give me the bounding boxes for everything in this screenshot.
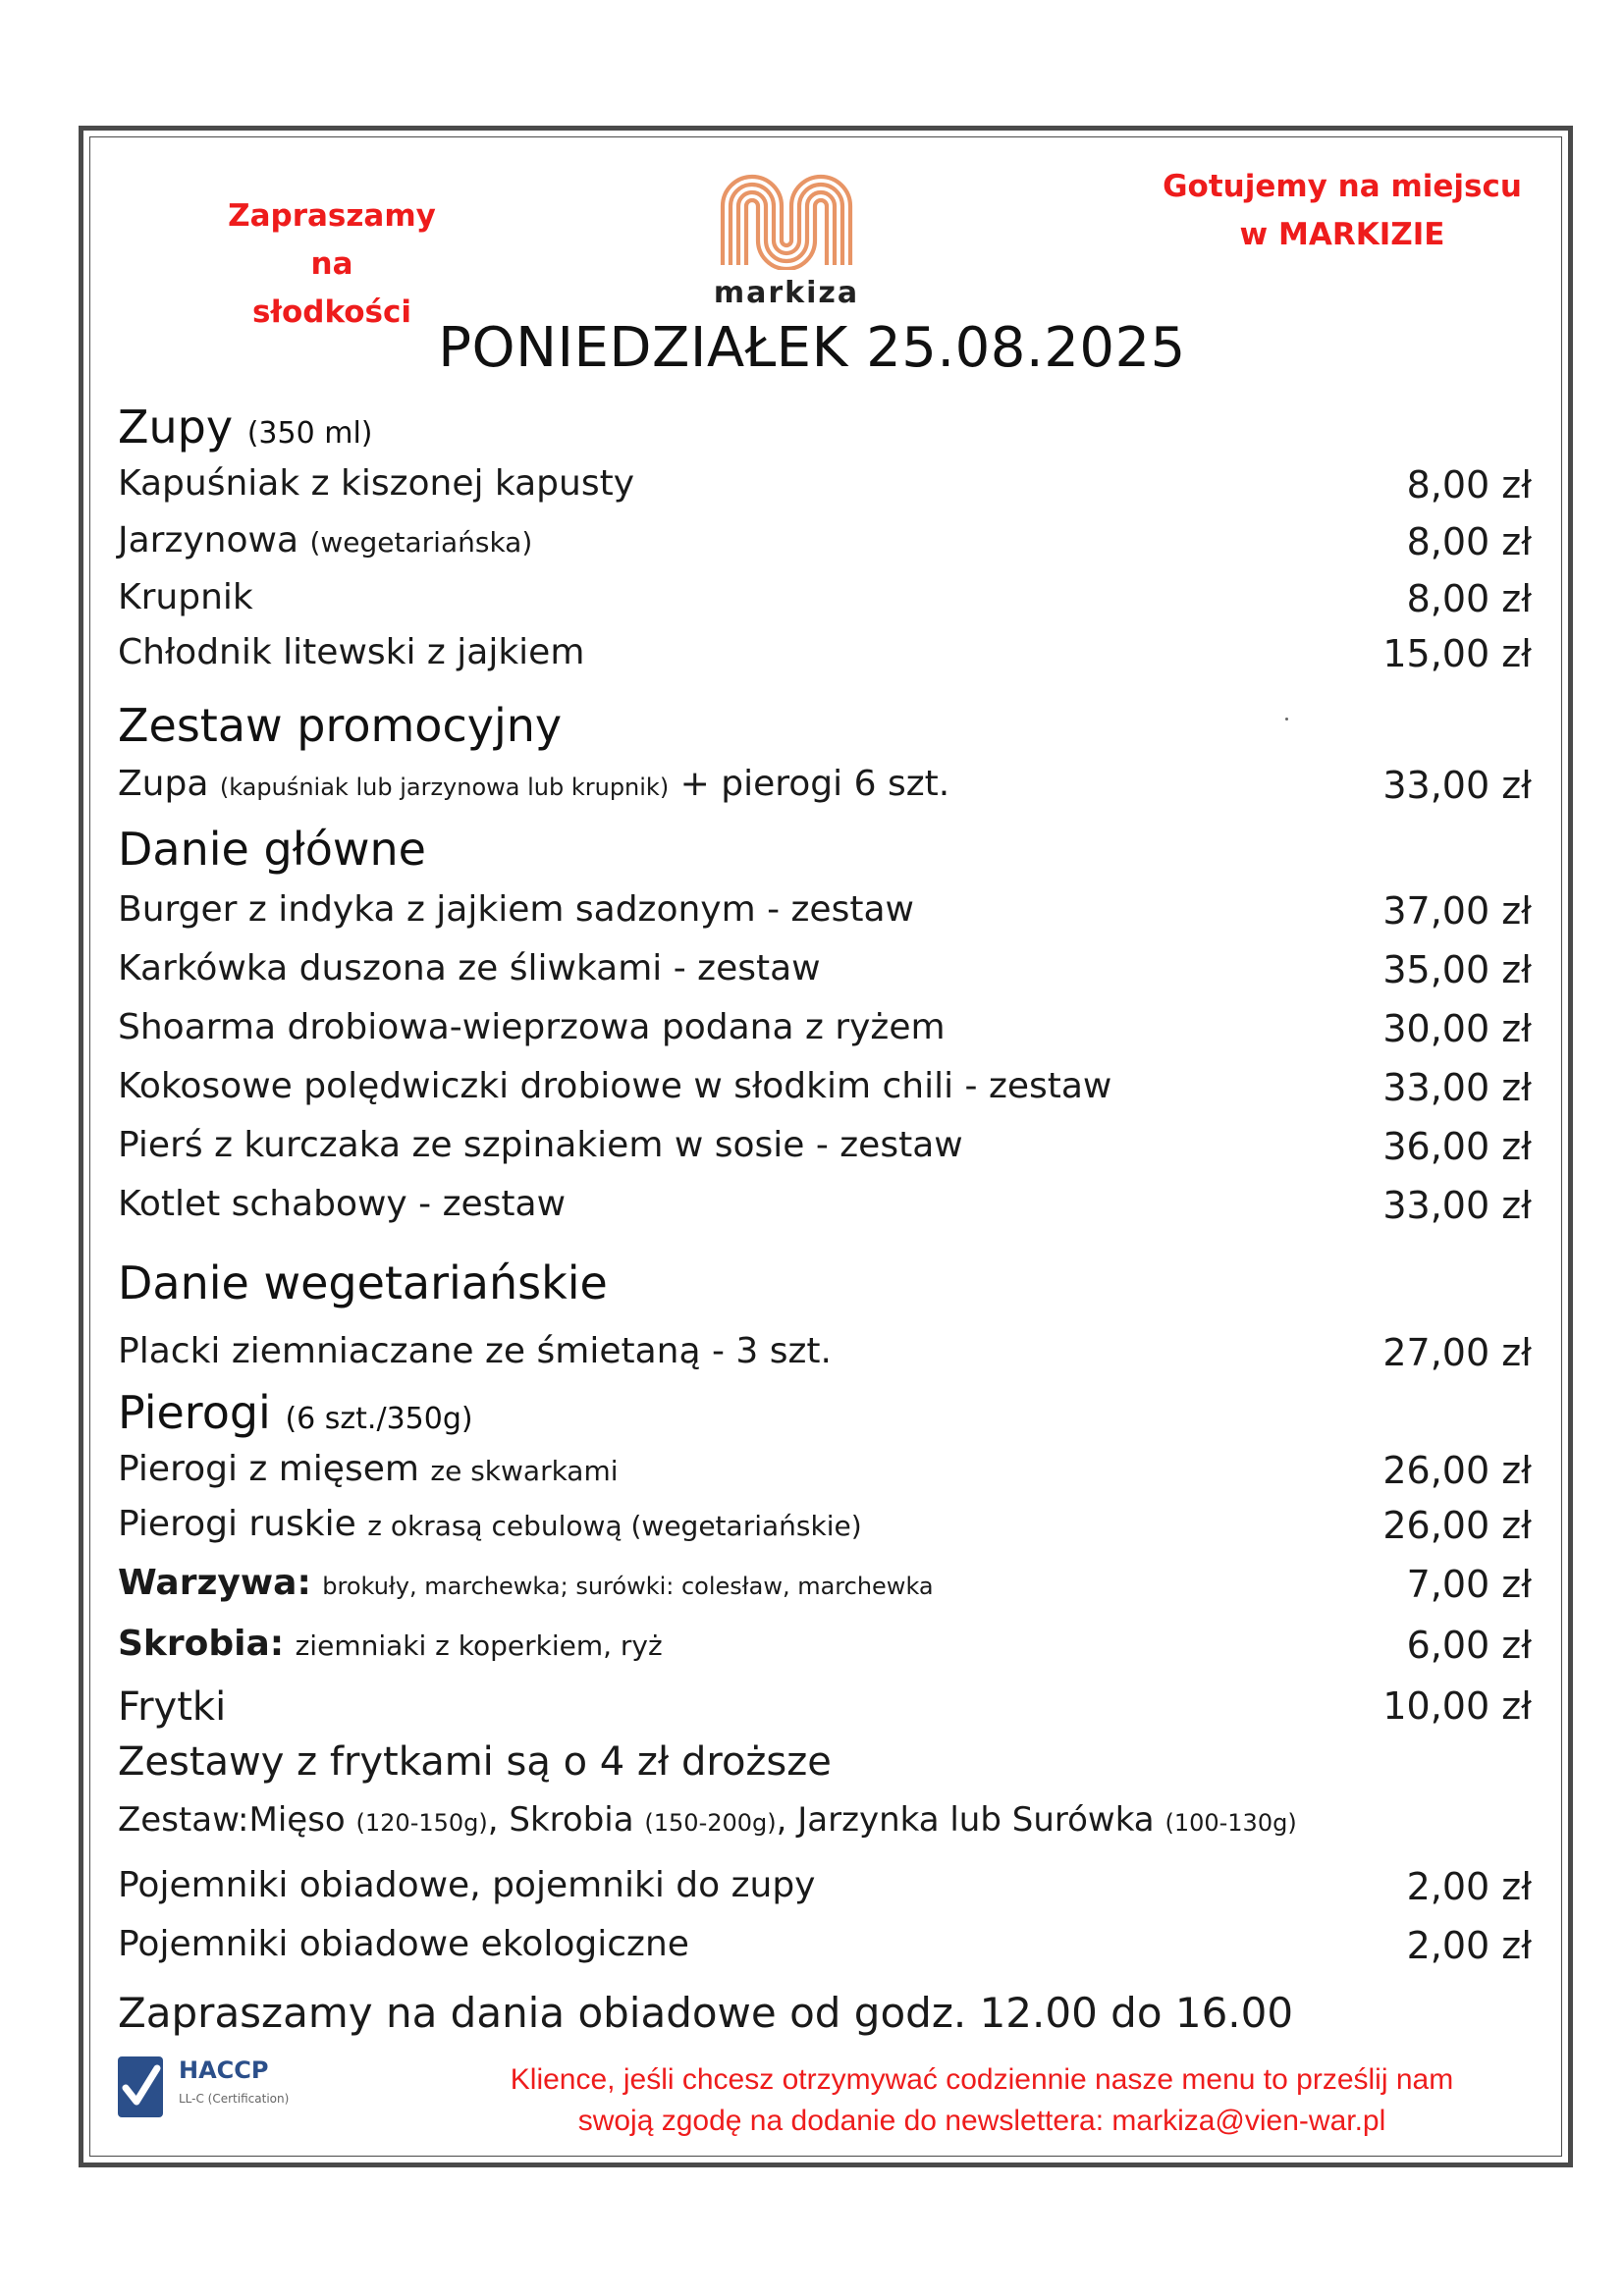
menu-item-vegetables: Warzywa: brokuły, marchewka; surówki: colesław, marchewka 7,00 zł	[118, 1563, 1532, 1606]
markiza-logo-icon	[713, 162, 860, 270]
menu-item-fries: Frytki 10,00 zł	[118, 1684, 1532, 1730]
stray-dot	[1285, 718, 1288, 721]
section-title-pierogi: Pierogi (6 szt./350g)	[118, 1386, 473, 1439]
menu-item: Krupnik 8,00 zł	[118, 577, 1532, 620]
menu-item: Shoarma drobiowa-wieprzowa podana z ryżem 30,00 zł	[118, 1007, 1532, 1050]
menu-item: Kapuśniak z kiszonej kapusty 8,00 zł	[118, 463, 1532, 507]
section-title-vegetarian: Danie wegetariańskie	[118, 1256, 608, 1309]
menu-item: Kotlet schabowy - zestaw 33,00 zł	[118, 1184, 1532, 1227]
haccp-check-icon	[116, 2055, 165, 2119]
sweets-invitation: Zapraszamy na słodkości	[228, 198, 436, 330]
menu-item: Karkówka duszona ze śliwkami - zestaw 35,00 zł	[118, 948, 1532, 991]
fries-surcharge-note: Zestawy z frytkami są o 4 zł droższe	[118, 1739, 832, 1785]
cooking-on-site-note: Gotujemy na miejscu w MARKIZIE	[1163, 169, 1522, 252]
menu-item-container: Pojemniki obiadowe, pojemniki do zupy 2,00 zł	[118, 1865, 1532, 1908]
menu-item: Chłodnik litewski z jajkiem 15,00 zł	[118, 632, 1532, 675]
menu-item: Pierś z kurczaka ze szpinakiem w sosie - zestaw 36,00 zł	[118, 1125, 1532, 1168]
menu-item: Kokosowe polędwiczki drobiowe w słodkim chili - zestaw 33,00 zł	[118, 1066, 1532, 1109]
markiza-logo	[703, 162, 870, 310]
set-composition: Zestaw:Mięso (120-150g), Skrobia (150-200g), Jarzynka lub Surówka (100-130g)	[118, 1800, 1297, 1840]
menu-item: Pierogi ruskie z okrasą cebulową (wegetariańskie) 26,00 zł	[118, 1504, 1532, 1547]
logo-text: markiza	[713, 276, 860, 310]
menu-item: Pierogi z mięsem ze skwarkami 26,00 zł	[118, 1449, 1532, 1492]
menu-item: Placki ziemniaczane ze śmietaną - 3 szt. 27,00 zł	[118, 1331, 1532, 1374]
haccp-badge: HACCP LL-C (Certification)	[116, 2055, 332, 2119]
menu-item: Burger z indyka z jajkiem sadzonym - zestaw 37,00 zł	[118, 889, 1532, 933]
menu-item-container: Pojemniki obiadowe ekologiczne 2,00 zł	[118, 1924, 1532, 1967]
section-title-soups: Zupy (350 ml)	[118, 400, 373, 454]
menu-item-starch: Skrobia: ziemniaki z koperkiem, ryż 6,00 zł	[118, 1624, 1532, 1667]
menu-item: Zupa (kapuśniak lub jarzynowa lub krupnik) + pierogi 6 szt. 33,00 zł	[118, 764, 1532, 807]
menu-item: Jarzynowa (wegetariańska) 8,00 zł	[118, 520, 1532, 563]
newsletter-note: Klience, jeśli chcesz otrzymywać codziennie nasze menu to prześlij nam swoją zgodę na dodanie do newslettera: markiza@vien-war.pl	[510, 2063, 1454, 2137]
section-title-promo-set: Zestaw promocyjny	[118, 699, 563, 752]
opening-hours: Zapraszamy na dania obiadowe od godz. 12.00 do 16.00	[118, 1989, 1294, 2037]
section-title-mains: Danie główne	[118, 823, 426, 876]
day-title: PONIEDZIAŁEK 25.08.2025	[438, 316, 1186, 380]
